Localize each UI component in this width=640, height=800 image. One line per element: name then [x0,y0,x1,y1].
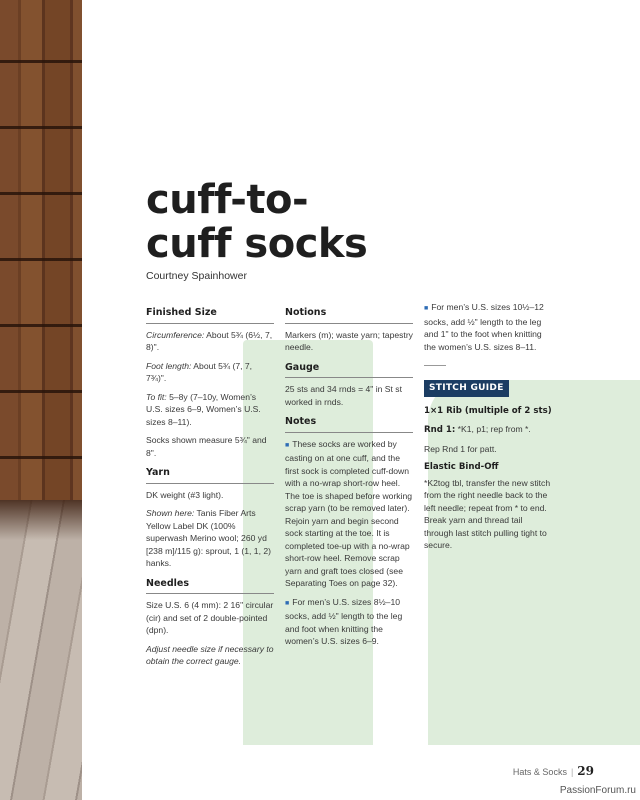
needle-size-text: Size U.S. 6 (4 mm): 2 16" circular (cir) and set of 2 double-pointed (dpn). [146,600,274,635]
bind-off-text: *K2tog tbl, transfer the new stitch from the right needle back to the left needle; repeat from * to end. Break yarn and thread tail through last stitch pulling tight to secure. [424,477,551,550]
footer-section-name: Hats & Socks [512,767,567,777]
rnd1-text [424,423,552,437]
page-number: 29 [577,764,594,778]
wooden-deck [0,500,82,800]
foot-length-text [146,360,274,385]
to-fit-value: 5–8y (7–10y, Women’s U.S. sizes 6–9, Women’s U.S. sizes 8–11). [146,391,261,427]
notions-section [285,307,413,354]
needles-heading: Needles [146,578,274,595]
gauge-section [285,362,413,409]
stitch-guide-label: STITCH GUIDE [424,380,509,397]
notions-text: Markers (m); waste yarn; tapestry needle. [285,329,413,352]
finished-size-section [146,307,274,459]
column-1 [146,307,274,676]
notes-section [285,416,413,648]
shingle-wall [0,0,82,520]
column-3 [424,301,552,558]
yarn-heading: Yarn [146,467,274,484]
bind-off-heading: Elastic Bind-Off [424,462,499,472]
column-2 [285,307,413,656]
title-line-2: cuff socks [146,221,368,267]
to-fit-text [146,391,274,429]
yarn-shown-value: Tanis Fiber Arts Yellow Label DK (100% superwash Merino wool; 260 yd [238 m]/115 g): sprout, 1 (1, 1, 2) hanks. [146,508,271,568]
note-3-text: For men’s U.S. sizes 10½–12 socks, add ½" length to the leg and 1" to the foot when knitting the women’s U.S. sizes 8–11. [424,302,544,352]
page-footer [513,764,594,778]
bullet-icon: ■ [424,305,429,312]
gauge-heading: Gauge [285,362,413,379]
author-name: Courtney Spainhower [146,270,247,282]
wood-shingle-photo [0,0,82,800]
divider [424,365,446,366]
rnd1-value: *K1, p1; rep from *. [455,424,531,434]
circumference-label: Circumference: [146,329,205,340]
rnd1-label: Rnd 1: [424,425,456,435]
foot-length-value: About 5¾ (7, 7, 7¾)". [146,360,253,383]
bullet-icon: ■ [285,441,290,449]
circumference-value: About 5¾ (6½, 7, 8)". [146,329,273,352]
needle-adjust-italic: Adjust needle size if necessary to obtain the correct gauge. [146,643,274,666]
finished-size-heading: Finished Size [146,307,274,324]
footer-divider: | [570,767,574,777]
watermark: PassionForum.ru [559,785,636,796]
yarn-shown-text [146,507,274,570]
rep-text: Rep Rnd 1 for patt. [424,443,497,454]
socks-shown-text: Socks shown measure 5¾" and 8". [146,435,267,458]
bullet-icon: ■ [285,599,290,607]
gauge-text: 25 sts and 34 rnds = 4" in St st worked in rnds. [285,384,402,407]
needle-adjust-text [146,643,274,668]
circumference-text [146,329,274,354]
note-item [285,596,413,648]
note-1-text: These socks are worked by casting on at one cuff, and the first sock is completed cuff-down with a no-wrap short-row heel. The toe is shaped before working scrap yarn (to be removed later). Rejoin yarn and begin second sock starting at the toe. It is completed toe-up with a no-wrap short-row heel. Remove scrap yarn and graft toes closed (see Separating Toes on page 32). [285,438,413,588]
page-title [146,178,367,266]
foot-length-label: Foot length: [146,360,192,371]
note-item [285,438,413,590]
yarn-weight-text: DK weight (#3 light). [146,489,224,500]
note-2-text: For men’s U.S. sizes 8½–10 socks, add ½" length to the leg and foot when knitting the women’s U.S. sizes 6–9. [285,596,403,646]
to-fit-label: To fit: [146,391,167,402]
notes-heading: Notes [285,416,413,433]
rib-heading: 1×1 Rib (multiple of 2 sts) [424,405,552,416]
title-line-1: cuff-to- [146,177,309,223]
yarn-shown-label: Shown here: [146,508,195,518]
note-item [424,301,552,353]
yarn-section [146,467,274,570]
notions-heading: Notions [285,307,413,324]
needles-section [146,578,274,668]
